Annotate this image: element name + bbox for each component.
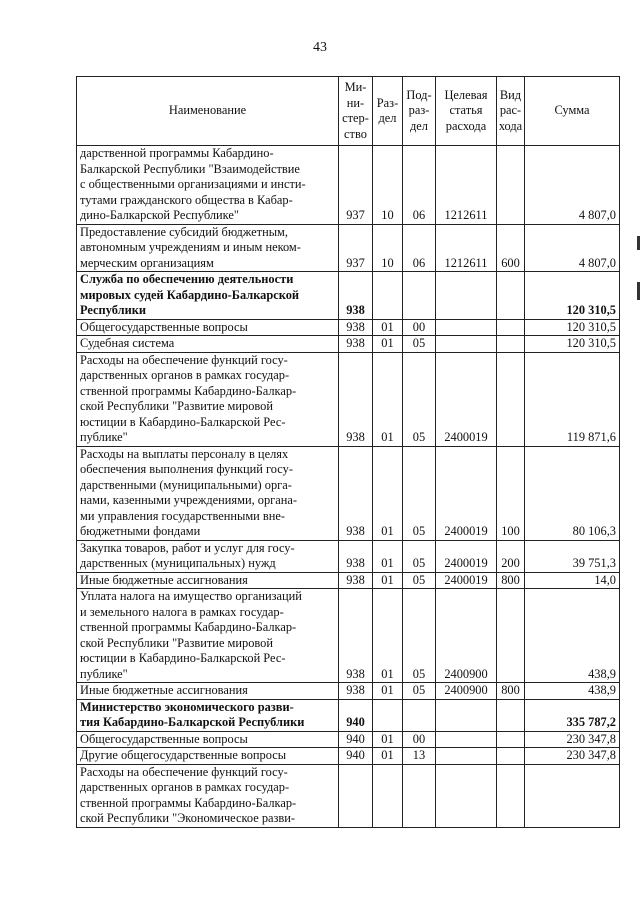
cell-sum: 230 347,8 [525,731,620,748]
cell-name: Закупка товаров, работ и услуг для госу- дарственных (муниципальных) нужд [77,540,339,572]
cell-section: 10 [373,224,403,272]
cell-ministry: 940 [339,731,373,748]
cell-name: Расходы на обеспечение функций госу- дарственных органов в рамках государ- ственной программы Кабардино-Балкар- ской Республики "Развитие мировой юстиции в Кабардино-Балкарской Рес- публике" [77,352,339,446]
cell-sum: 4 807,0 [525,146,620,225]
cell-target: 1212611 [436,146,497,225]
table-header-row [77,77,620,146]
cell-sum: 14,0 [525,572,620,589]
cell-target: 2400900 [436,683,497,700]
cell-section: 01 [373,683,403,700]
table-row [77,589,620,683]
cell-type: 800 [497,683,525,700]
table-row [77,352,620,446]
header-sum: Сумма [525,77,620,146]
cell-sum [525,764,620,827]
table-row [77,446,620,540]
table-row [77,764,620,827]
cell-name: Судебная система [77,336,339,353]
table-row [77,699,620,731]
cell-section [373,272,403,320]
cell-subsection [403,764,436,827]
cell-target: 2400019 [436,540,497,572]
cell-type: 200 [497,540,525,572]
cell-type [497,731,525,748]
cell-name: дарственной программы Кабардино- Балкарской Республики "Взаимодействие с общественными организациями и инсти- тутами гражданского общества в Кабар- дино-Балкарской Республике" [77,146,339,225]
header-subsection: Под- раз- дел [403,77,436,146]
cell-sum: 438,9 [525,589,620,683]
table-row [77,146,620,225]
cell-section: 10 [373,146,403,225]
cell-subsection: 00 [403,319,436,336]
cell-section: 01 [373,589,403,683]
cell-type [497,748,525,765]
table-row [77,272,620,320]
cell-type [497,764,525,827]
cell-target [436,319,497,336]
page-number: 43 [313,40,327,55]
cell-target [436,764,497,827]
cell-subsection: 06 [403,224,436,272]
budget-table [76,76,620,828]
cell-subsection: 05 [403,572,436,589]
cell-name: Общегосударственные вопросы [77,731,339,748]
cell-ministry: 938 [339,272,373,320]
cell-type [497,589,525,683]
cell-type [497,352,525,446]
cell-name: Иные бюджетные ассигнования [77,683,339,700]
cell-type [497,319,525,336]
cell-ministry: 938 [339,336,373,353]
cell-target: 2400019 [436,352,497,446]
cell-section: 01 [373,572,403,589]
header-section: Раз- дел [373,77,403,146]
cell-sum: 438,9 [525,683,620,700]
cell-subsection: 05 [403,540,436,572]
cell-section: 01 [373,446,403,540]
cell-type: 600 [497,224,525,272]
cell-section: 01 [373,748,403,765]
cell-subsection [403,272,436,320]
cell-subsection: 05 [403,589,436,683]
cell-section [373,699,403,731]
table-row [77,748,620,765]
cell-target: 1212611 [436,224,497,272]
header-ministry: Ми- ни- стер- ство [339,77,373,146]
header-target: Целевая статья расхода [436,77,497,146]
table-body [77,146,620,828]
table-row [77,336,620,353]
header-name: Наименование [77,77,339,146]
cell-section: 01 [373,352,403,446]
cell-ministry: 938 [339,589,373,683]
cell-subsection: 00 [403,731,436,748]
cell-name: Общегосударственные вопросы [77,319,339,336]
cell-subsection: 05 [403,683,436,700]
cell-ministry: 940 [339,748,373,765]
cell-ministry: 938 [339,572,373,589]
cell-sum: 335 787,2 [525,699,620,731]
cell-ministry: 938 [339,352,373,446]
cell-name: Другие общегосударственные вопросы [77,748,339,765]
table-row [77,731,620,748]
cell-ministry: 937 [339,224,373,272]
cell-section: 01 [373,319,403,336]
cell-target [436,272,497,320]
cell-name: Служба по обеспечению деятельности мировых судей Кабардино-Балкарской Республики [77,272,339,320]
cell-type [497,146,525,225]
cell-sum: 119 871,6 [525,352,620,446]
cell-target [436,336,497,353]
cell-type: 800 [497,572,525,589]
cell-section [373,764,403,827]
cell-name: Министерство экономического разви- тия Кабардино-Балкарской Республики [77,699,339,731]
cell-type: 100 [497,446,525,540]
cell-name: Расходы на обеспечение функций госу- дарственных органов в рамках государ- ственной программы Кабардино-Балкар- ской Республики "Экономическое разви- [77,764,339,827]
cell-sum: 120 310,5 [525,319,620,336]
cell-name: Расходы на выплаты персоналу в целях обеспечения выполнения функций госу- дарственными (муниципальными) орга- нами, казенными учреждениями, органа- ми управления государственными вне- бюджетными фондами [77,446,339,540]
cell-type [497,336,525,353]
cell-subsection: 05 [403,336,436,353]
table-row [77,572,620,589]
cell-target [436,731,497,748]
cell-name: Уплата налога на имущество организаций и земельного налога в рамках государ- ственной программы Кабардино-Балкар- ской Республики "Развитие мировой юстиции в Кабардино-Балкарской Рес- публике" [77,589,339,683]
cell-subsection: 05 [403,446,436,540]
cell-sum: 39 751,3 [525,540,620,572]
cell-sum: 230 347,8 [525,748,620,765]
cell-ministry: 937 [339,146,373,225]
cell-ministry: 938 [339,683,373,700]
cell-target [436,748,497,765]
cell-ministry: 940 [339,699,373,731]
table-row [77,683,620,700]
cell-target: 2400900 [436,589,497,683]
cell-subsection [403,699,436,731]
cell-ministry: 938 [339,319,373,336]
cell-sum: 120 310,5 [525,272,620,320]
table-row [77,224,620,272]
cell-type [497,699,525,731]
table-row [77,540,620,572]
cell-sum: 4 807,0 [525,224,620,272]
cell-sum: 80 106,3 [525,446,620,540]
cell-subsection: 13 [403,748,436,765]
cell-name: Предоставление субсидий бюджетным, автономным учреждениям и иным неком- мерческим организациям [77,224,339,272]
cell-name: Иные бюджетные ассигнования [77,572,339,589]
cell-target: 2400019 [436,572,497,589]
cell-target [436,699,497,731]
cell-section: 01 [373,731,403,748]
table-row [77,319,620,336]
cell-ministry [339,764,373,827]
cell-subsection: 05 [403,352,436,446]
cell-ministry: 938 [339,540,373,572]
cell-ministry: 938 [339,446,373,540]
cell-section: 01 [373,336,403,353]
cell-target: 2400019 [436,446,497,540]
cell-subsection: 06 [403,146,436,225]
cell-sum: 120 310,5 [525,336,620,353]
cell-section: 01 [373,540,403,572]
cell-type [497,272,525,320]
header-type: Вид рас- хода [497,77,525,146]
